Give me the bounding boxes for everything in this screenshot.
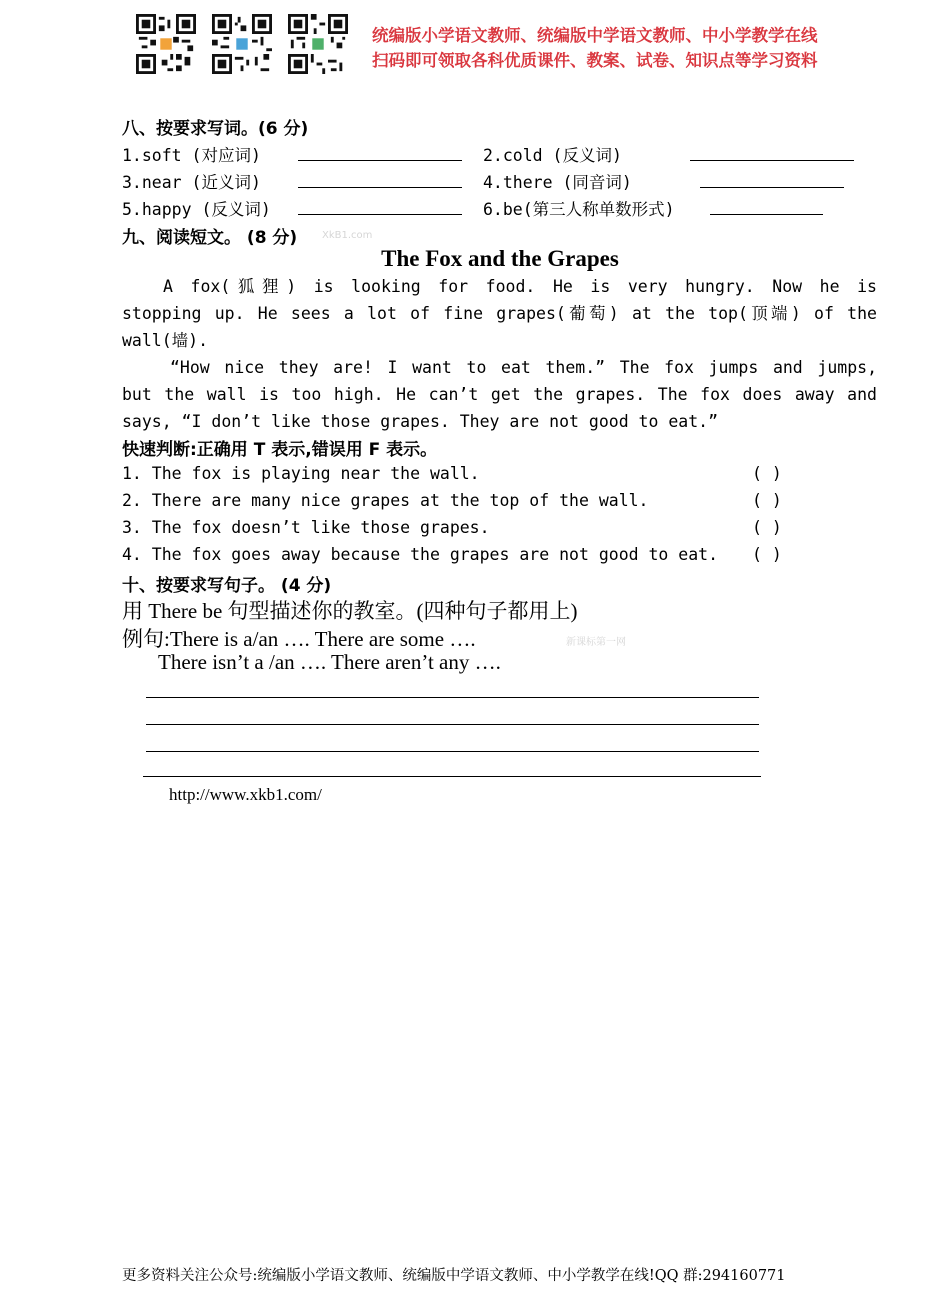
story-line-4-text: “How nice they are! I want to eat them.” The fox jumps and jumps, [170, 358, 877, 377]
qr-code-1 [136, 14, 196, 74]
word-item-3: 3.near (近义词) [122, 173, 261, 192]
section-8-title: 八、按要求写词。(6 分) [122, 119, 309, 139]
answer-blank-4[interactable] [700, 187, 844, 188]
story-line-1-text: A fox(狐狸) is looking for food. He is very hungry. Now he is [163, 277, 877, 296]
word-item-4: 4.there (同音词) [483, 173, 632, 192]
banner-line-2: 扫码即可领取各科优质课件、教案、试卷、知识点等学习资料 [372, 51, 818, 70]
section-10-title: 十、按要求写句子。 (4 分) [122, 576, 332, 596]
answer-blank-5[interactable] [298, 214, 462, 215]
qr-code-3 [288, 14, 348, 74]
writing-line-3[interactable] [146, 751, 759, 752]
answer-blank-3[interactable] [298, 187, 462, 188]
judge-item-3: 3. The fox doesn’t like those grapes. [122, 518, 490, 537]
judge-item-1: 1. The fox is playing near the wall. [122, 464, 480, 483]
judge-title: 快速判断:正确用 T 表示,错误用 F 表示。 [122, 440, 438, 460]
writing-line-1[interactable] [146, 697, 759, 698]
qr-code-2 [212, 14, 272, 74]
answer-blank-1[interactable] [298, 160, 462, 161]
answer-blank-6[interactable] [710, 214, 823, 215]
writing-line-2[interactable] [146, 724, 759, 725]
story-line-6: says, “I don’t like those grapes. They are not good to eat.” [122, 412, 719, 431]
judge-item-4: 4. The fox goes away because the grapes are not good to eat. [122, 545, 719, 564]
word-item-5: 5.happy (反义词) [122, 200, 271, 219]
footer-text: 更多资料关注公众号:统编版小学语文教师、统编版中学语文教师、中小学教学在线!QQ 群:294160771 [122, 1268, 786, 1284]
word-item-6: 6.be(第三人称单数形式) [483, 200, 675, 219]
judge-answer-4[interactable]: ( ) [752, 545, 782, 564]
judge-item-2: 2. There are many nice grapes at the top of the wall. [122, 491, 649, 510]
example-sentence-2: There isn’t a /an …. There aren’t any …. [158, 650, 501, 674]
answer-blank-2[interactable] [690, 160, 854, 161]
word-item-2: 2.cold (反义词) [483, 146, 622, 165]
story-line-3: wall(墙). [122, 331, 209, 350]
story-line-4 [122, 354, 877, 381]
word-item-1: 1.soft (对应词) [122, 146, 261, 165]
banner-line-1: 统编版小学语文教师、统编版中学语文教师、中小学教学在线 [372, 26, 818, 45]
watermark-xkb1: XkB1.com [322, 230, 373, 241]
story-line-1 [122, 273, 877, 300]
example-sentence-1: 例句:There is a/an …. There are some …. [122, 627, 476, 651]
story-line-2: stopping up. He sees a lot of fine grapes(葡萄) at the top(顶端) of the [122, 304, 877, 323]
source-url[interactable]: http://www.xkb1.com/ [169, 785, 322, 804]
story-line-5: but the wall is too high. He can’t get the grapes. The fox does away and [122, 385, 877, 404]
watermark-xinkebiao: 新课标第一网 [566, 637, 626, 648]
section-10-instruction: 用 There be 句型描述你的教室。(四种句子都用上) [122, 599, 578, 623]
writing-line-4[interactable] [143, 776, 761, 777]
section-9-title: 九、阅读短文。 (8 分) [122, 228, 298, 248]
judge-answer-3[interactable]: ( ) [752, 518, 782, 537]
judge-answer-1[interactable]: ( ) [752, 464, 782, 483]
judge-answer-2[interactable]: ( ) [752, 491, 782, 510]
story-title: The Fox and the Grapes [381, 246, 619, 271]
